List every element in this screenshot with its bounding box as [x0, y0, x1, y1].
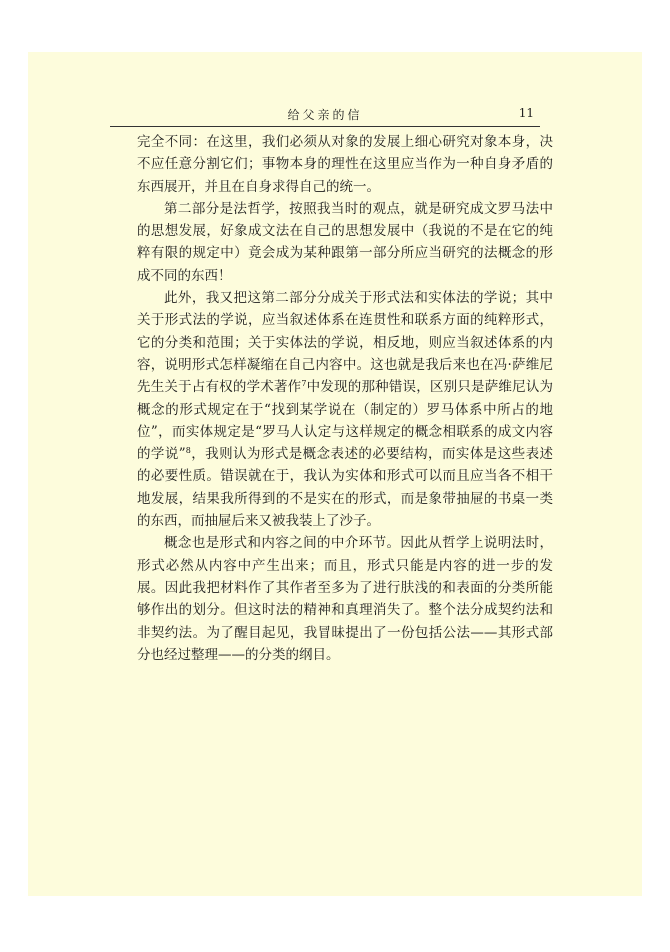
paragraph-4: 概念也是形式和内容之间的中介环节。因此从哲学上说明法时，形式必然从内容中产生出来；而且，形式只能是内容的进一步的发展。因此我把材料作了其作者至多为了进行肤浅的和表面的分类所能够作出的划分。但这时法的精神和真理消失了。整个法分成契约法和非契约法。为了醒目起见，我冒昧提出了一份包括公法——其形式部分也经过整理——的分类的纲目。 — [137, 535, 553, 663]
paragraph-3-text-c: ，我则认为形式是概念表述的必要结构，而实体是这些表述的必要性质。错误就在于，我认为实体和形式可以而且应当各不相干地发展，结果我所得到的不是实在的形式，而是象带抽屉的书桌一类的东西，而抽屉后来又被我装上了沙子。 — [137, 446, 554, 530]
paragraph-1: 完全不同：在这里，我们必须从对象的发展上细心研究对象本身，决不应任意分割它们；事物本身的理性在这里应当作为一种自身矛盾的东西展开，并且在自身求得自己的统一。 — [137, 134, 553, 195]
page-header — [110, 104, 540, 127]
paragraph-3-text-b: 中发现的那种错误，区别只是萨维尼认为概念的形式规定在于“找到某学说在（制定的）罗马体系中所占的地位”，而实体规定是“罗马人认定与这样规定的概念相联系的成文内容的学说” — [137, 379, 554, 463]
body-text — [137, 131, 553, 666]
footnote-marker-8: 8 — [185, 446, 191, 456]
page-number: 11 — [518, 106, 534, 120]
paragraph-3-text-a: 此外，我又把这第二部分分成关于形式法和实体法的学说；其中关于形式法的学说，应当叙述体系在连贯性和联系方面的纯粹形式，它的分类和范围；关于实体法的学说，相反地，则应当叙述体系的内容，说明形式怎样凝缩在自己内容中。这也就是我后来也在冯·萨维尼先生关于占有权的学术著作 — [137, 290, 553, 396]
footnote-marker-7: 7 — [301, 379, 307, 389]
paragraph-2: 第二部分是法哲学，按照我当时的观点，就是研究成文罗马法中的思想发展，好象成文法在自己的思想发展中（我说的不是在它的纯粹有限的规定中）竟会成为某种跟第一部分所应当研究的法概念的形成不同的东西！ — [137, 200, 553, 284]
running-title: 给父亲的信 — [287, 108, 363, 122]
paragraph-3 — [137, 287, 553, 532]
